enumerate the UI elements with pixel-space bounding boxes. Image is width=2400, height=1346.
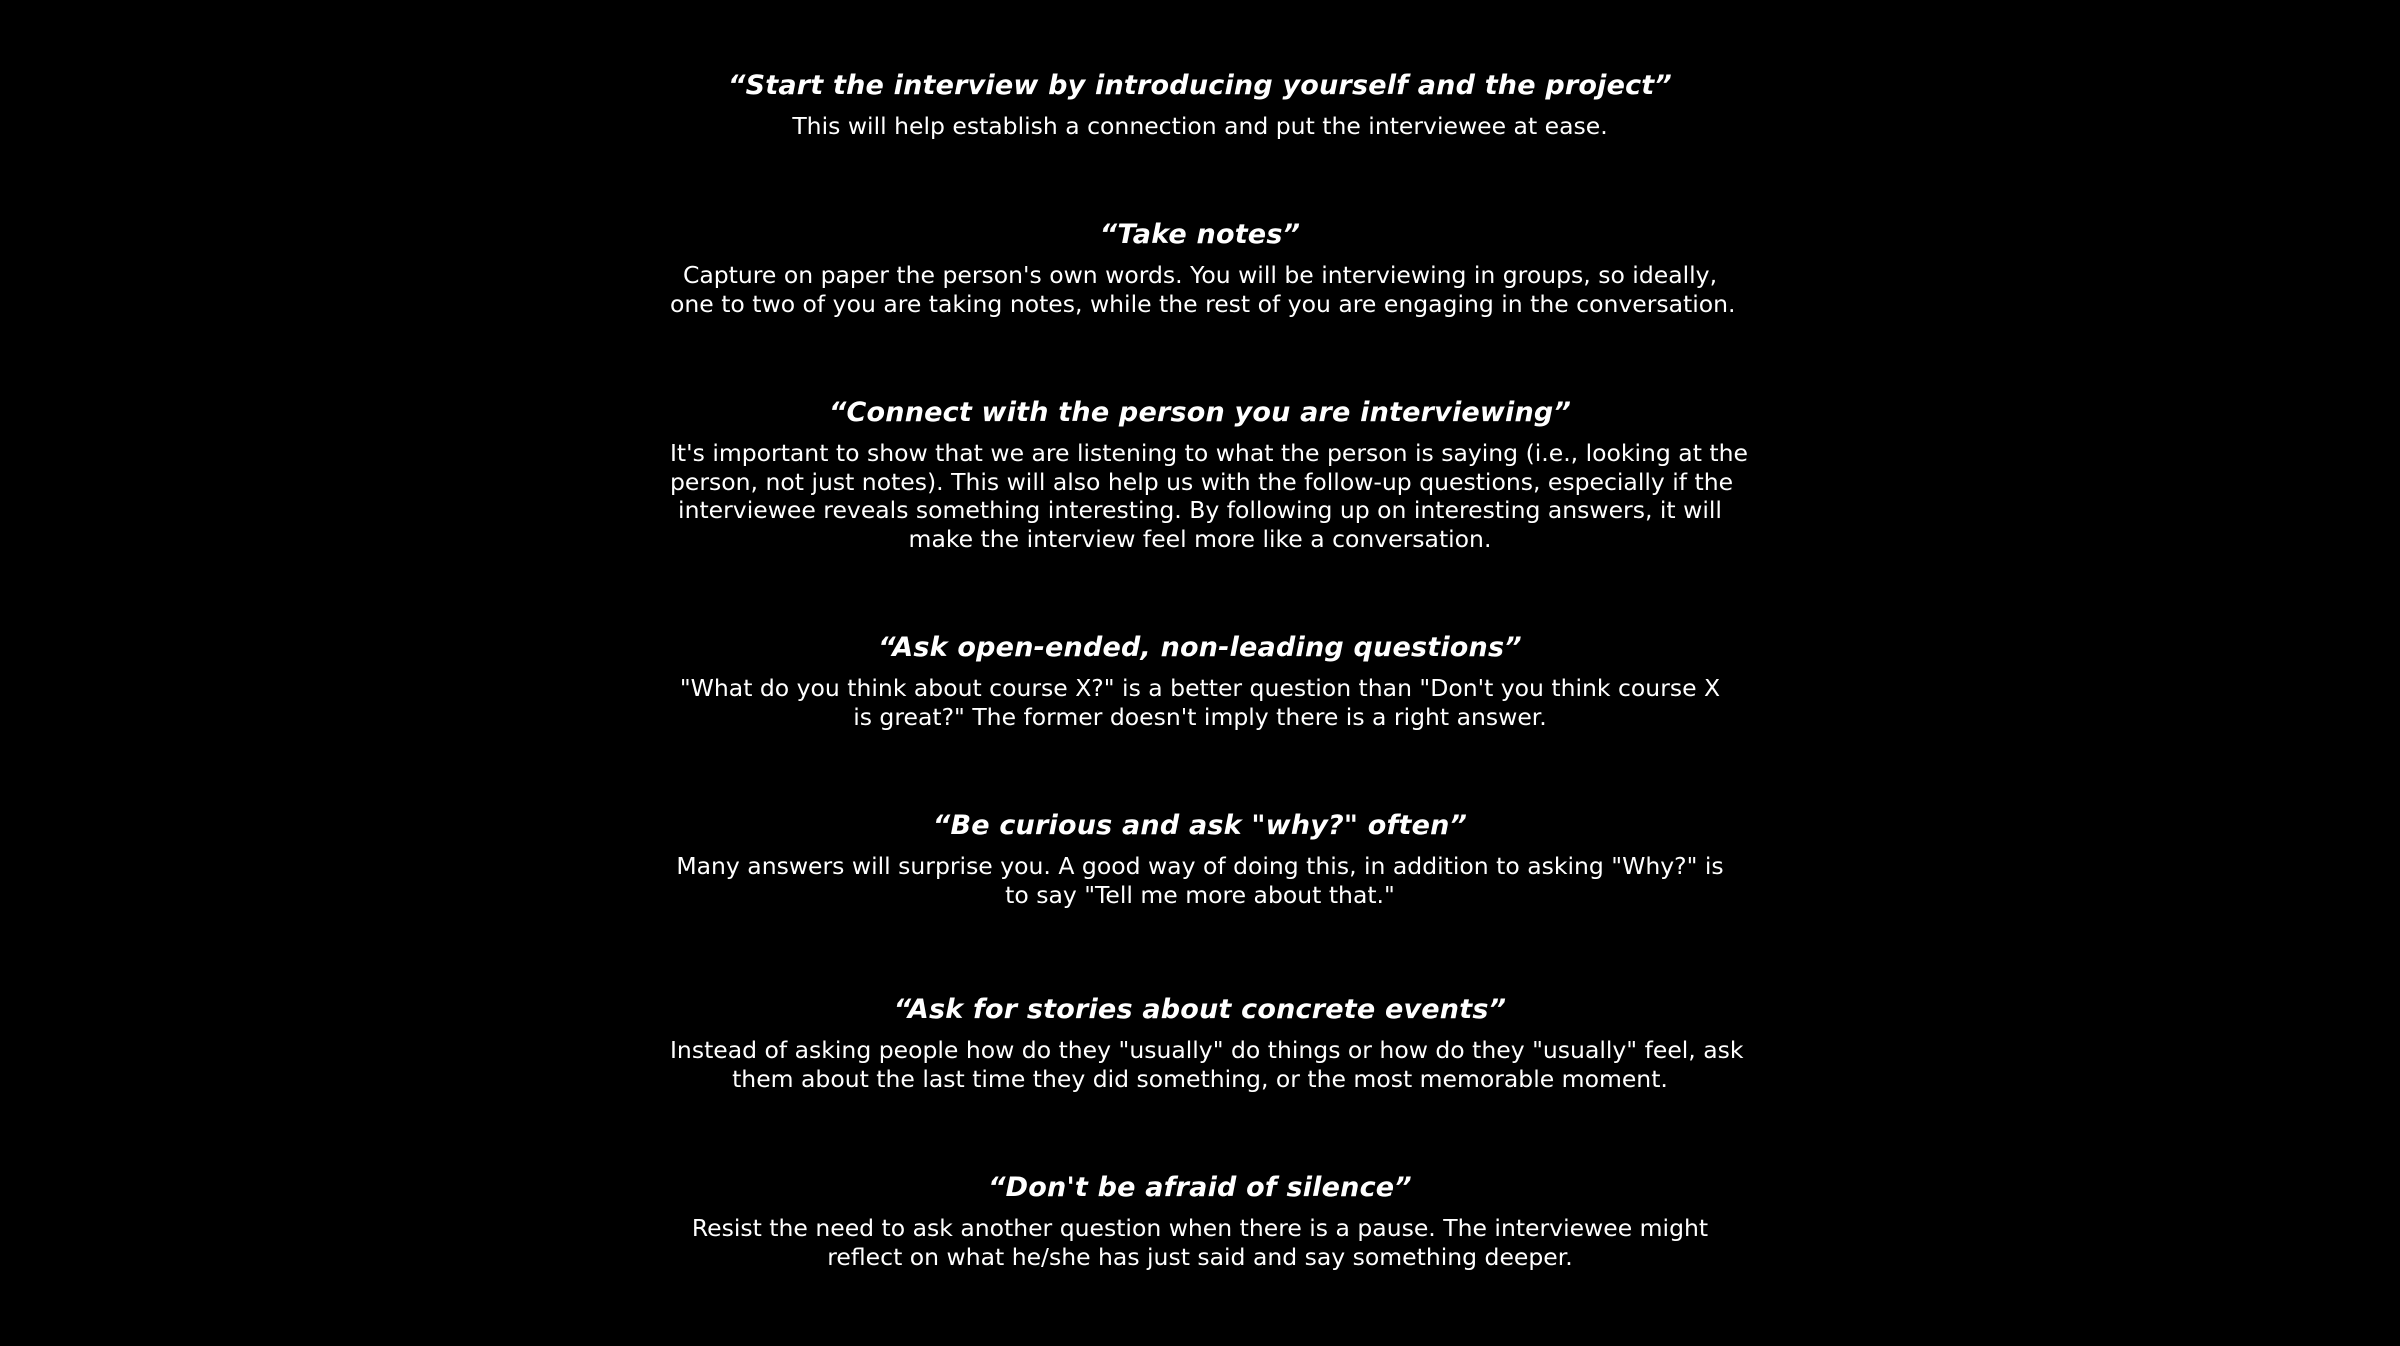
tip-connect-with-person [0, 395, 2400, 553]
tip-description-line: person, not just notes). This will also help us with the follow-up questions, especially if the [670, 467, 1734, 496]
tip-description [670, 112, 1730, 141]
tip-description [670, 1214, 1730, 1271]
tip-title: “Ask open-ended, non-leading questions” [878, 632, 1522, 663]
tip-title: “Be curious and ask "why?" often” [932, 810, 1468, 841]
tip-description-line: reflect on what he/she has just said and say something deeper. [827, 1242, 1573, 1271]
tip-description [670, 674, 1730, 731]
tip-open-ended-questions [0, 630, 2400, 731]
tip-description [670, 852, 1730, 909]
tip-description-line: Instead of asking people how do they "usually" do things or how do they "usually" feel, ask [670, 1036, 1744, 1064]
tip-description-line: is great?" The former doesn't imply there is a right answer. [853, 702, 1547, 731]
tip-description [670, 439, 1748, 553]
tip-be-curious [0, 808, 2400, 909]
tip-title: “Connect with the person you are interviewing” [828, 397, 1572, 428]
tip-description-line: make the interview feel more like a conversation. [908, 524, 1492, 553]
tip-description-line: Many answers will surprise you. A good way of doing this, in addition to asking "Why?" is [676, 852, 1724, 880]
tip-description-line: one to two of you are taking notes, while the rest of you are engaging in the conversation. [670, 289, 1736, 318]
tip-title: “Ask for stories about concrete events” [893, 994, 1507, 1025]
tip-description [670, 1036, 1744, 1093]
tip-silence [0, 1170, 2400, 1271]
tip-take-notes [0, 217, 2400, 318]
tip-title: “Take notes” [1099, 219, 1301, 250]
tip-introduce-yourself [0, 68, 2400, 141]
tip-concrete-events [0, 992, 2400, 1093]
tip-description-line: Resist the need to ask another question when there is a pause. The interviewee might [691, 1214, 1709, 1242]
tip-description-line: It's important to show that we are listening to what the person is saying (i.e., looking at the [670, 439, 1748, 467]
tip-description-line: This will help establish a connection and put the interviewee at ease. [792, 112, 1608, 140]
tip-title: “Don't be afraid of silence” [988, 1172, 1412, 1203]
tip-description-line: interviewee reveals something interesting. By following up on interesting answers, it will [678, 496, 1722, 524]
tip-description-line: "What do you think about course X?" is a better question than "Don't you think course X [679, 674, 1721, 702]
tip-description-line: Capture on paper the person's own words. You will be interviewing in groups, so ideally, [682, 261, 1718, 289]
tip-description [670, 261, 1736, 318]
tip-description-line: them about the last time they did something, or the most memorable moment. [732, 1064, 1668, 1093]
tip-title: “Start the interview by introducing yourself and the project” [727, 70, 1673, 101]
tip-description-line: to say "Tell me more about that." [1005, 880, 1395, 909]
